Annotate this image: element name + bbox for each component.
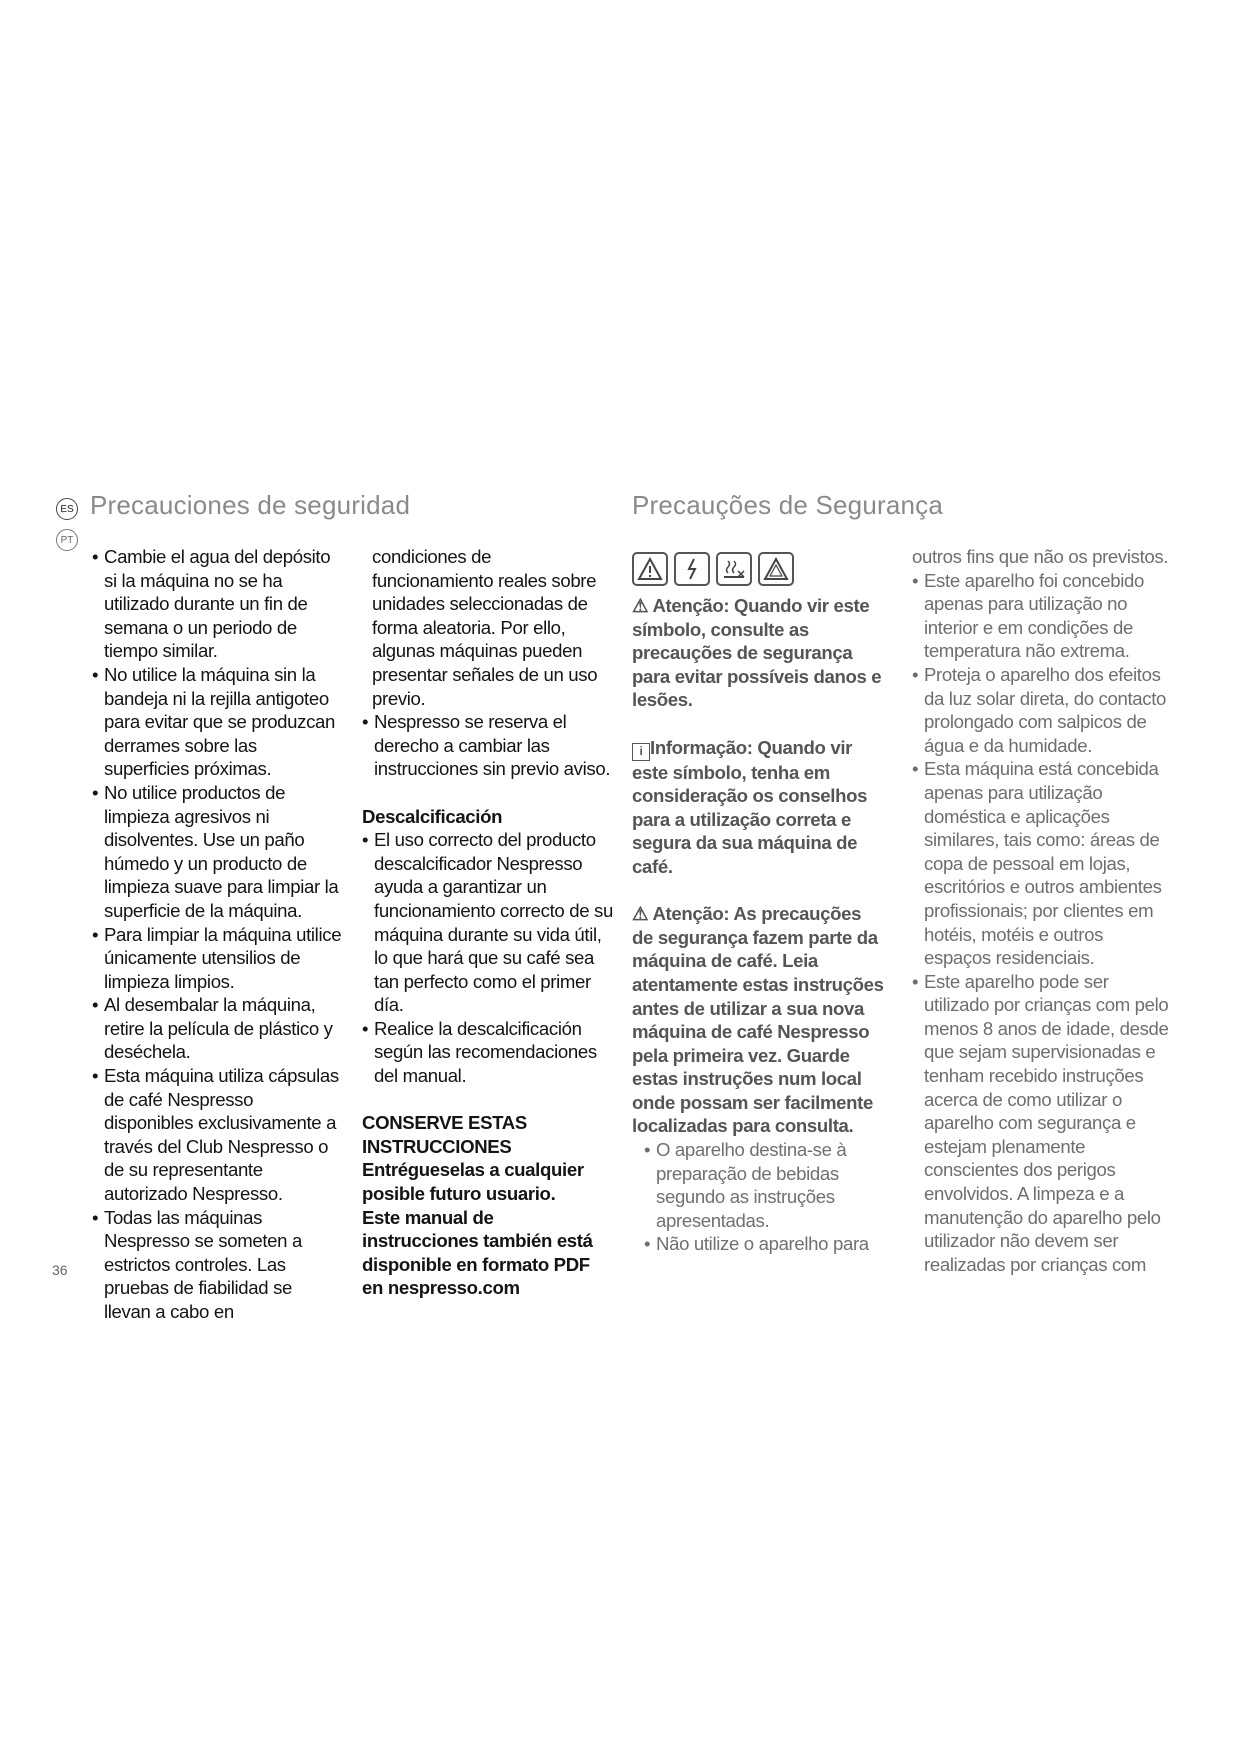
column-pt-1 xyxy=(632,594,884,1256)
bullet-item: • El uso correcto del producto descalcificador Nespresso ayuda a garantizar un funcionamiento correcto de su máquina durante su vida útil, lo que hará que su café sea tan perfecto como el primer día. xyxy=(362,828,614,1017)
bullet-item: • Realice la descalcificación según las recomendaciones del manual. xyxy=(362,1017,614,1088)
bullet-item: • Al desembalar la máquina, retire la película de plástico y deséchela. xyxy=(92,993,342,1064)
bullet-item: • No utilice la máquina sin la bandeja ni la rejilla antigoteo para evitar que se produzcan derrames sobre las superficies próximas. xyxy=(92,663,342,781)
electric-shock-icon xyxy=(674,552,710,586)
continuation-text: condiciones de funcionamiento reales sobre unidades seleccionadas de forma aleatoria. Por ello, algunas máquinas pueden presentar señales de un uso previo. xyxy=(372,546,598,709)
bullet-item: • Este aparelho foi concebido apenas para utilização no interior e em condições de temperatura não extrema. xyxy=(912,569,1172,663)
bullet-item: • Cambie el agua del depósito si la máquina no se ha utilizado durante un fin de semana o un periodo de tiempo similar. xyxy=(92,545,342,663)
caution-triangle-icon xyxy=(758,552,794,586)
atencao-precaucoes-text xyxy=(632,902,884,1138)
info-icon: i xyxy=(632,743,650,761)
bullet-item: • Não utilize o aparelho para xyxy=(644,1232,884,1256)
column-es-1 xyxy=(92,545,342,1324)
safety-icon-row xyxy=(632,552,794,586)
informacao-symbol-text xyxy=(632,736,884,879)
warning-triangle-icon xyxy=(632,552,668,586)
column-es-2 xyxy=(362,545,614,1300)
bullet-item: • Esta máquina está concebida apenas para utilização doméstica e aplicações similares, tais como: áreas de copa de pessoal em lojas, escritórios e outros ambientes profissionais; por clientes em hotéis, motéis e outros espaços residenciais. xyxy=(912,757,1172,969)
warning-triangle-icon: ⚠ xyxy=(632,903,649,925)
column-pt-2 xyxy=(912,545,1172,1276)
hot-steam-icon xyxy=(716,552,752,586)
entregueselas-text: Entrégueselas a cualquier posible futuro usuario. xyxy=(362,1159,584,1205)
title-es: Precauciones de seguridad xyxy=(90,490,411,520)
informacao-text: Informação: Quando vir este símbolo, tenha em consideração os conselhos para a utilização correta e segura da sua máquina de café. xyxy=(632,736,868,877)
title-pt: Precauções de Segurança xyxy=(632,490,944,520)
language-badge-pt: PT xyxy=(56,529,78,551)
bullet-item: • Proteja o aparelho dos efeitos da luz solar direta, do contacto prolongado com salpicos de água e da humidade. xyxy=(912,663,1172,757)
bullet-item: • Nespresso se reserva el derecho a cambiar las instrucciones sin previo aviso. xyxy=(362,710,614,781)
continuation-text: outros fins que não os previstos. xyxy=(912,546,1169,567)
atencao-text: Atenção: Quando vir este símbolo, consulte as precauções de segurança para evitar possíveis danos e lesões. xyxy=(632,595,882,711)
page-number: 36 xyxy=(52,1262,68,1278)
language-badge-es: ES xyxy=(56,498,78,520)
conserve-heading: CONSERVE ESTAS INSTRUCCIONES xyxy=(362,1112,527,1157)
bullet-item: • Esta máquina utiliza cápsulas de café Nespresso disponibles exclusivamente a través del Club Nespresso o de su representante autorizado Nespresso. xyxy=(92,1064,342,1206)
atencao-symbol-text xyxy=(632,594,884,712)
bullet-item: • Para limpiar la máquina utilice únicamente utensilios de limpieza limpios. xyxy=(92,923,342,994)
bullet-item: • No utilice productos de limpieza agresivos ni disolventes. Use un paño húmedo y un producto de limpieza suave para limpiar la superficie de la máquina. xyxy=(92,781,342,923)
descalcificacion-heading: Descalcificación xyxy=(362,805,503,827)
bullet-item: • O aparelho destina-se à preparação de bebidas segundo as instruções apresentadas. xyxy=(644,1138,884,1232)
pt-bullet-list xyxy=(632,1138,884,1256)
manual-pdf-text: Este manual de instrucciones también está disponible en formato PDF en nespresso.com xyxy=(362,1206,593,1299)
bullet-item: • Todas las máquinas Nespresso se someten a estrictos controles. Las pruebas de fiabilidad se llevan a cabo en xyxy=(92,1206,342,1324)
warning-triangle-icon: ⚠ xyxy=(632,595,649,616)
bullet-item: • Este aparelho pode ser utilizado por crianças com pelo menos 8 anos de idade, desde que sejam supervisionadas e tenham recebido instruções acerca de como utilizar o aparelho com segurança e estejam plenamente conscientes dos perigos envolvidos. A limpeza e a manutenção do aparelho pelo utilizador não devem ser realizadas por crianças com xyxy=(912,970,1172,1277)
atencao-precaucoes-body: Atenção: As precauções de segurança fazem parte da máquina de café. Leia atentamente estas instruções antes de utilizar a sua nova máquina de café Nespresso pela primeira vez. Guarde estas instruções num local onde possam ser facilmente localizadas para consulta. xyxy=(632,903,884,1137)
